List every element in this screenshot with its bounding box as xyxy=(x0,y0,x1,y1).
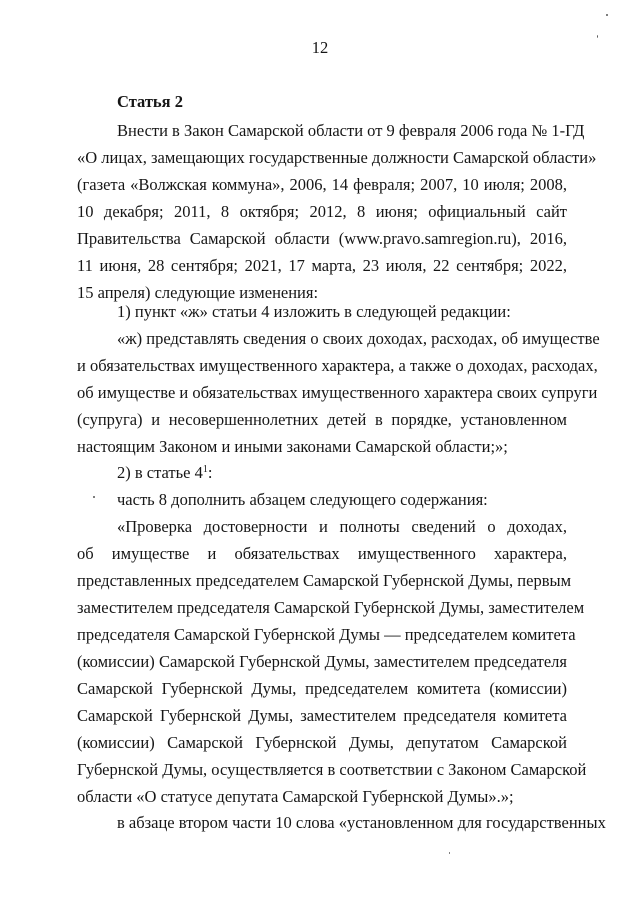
text-line: об имуществе и обязательствах имущественного характера, xyxy=(77,544,567,563)
text-line: «Проверка достоверности и полноты сведений о доходах, xyxy=(117,517,567,536)
text-line-article-ref xyxy=(117,463,567,483)
text-line: «ж) представлять сведения о своих доходах, расходах, об имуществе xyxy=(117,329,600,348)
text-line: в абзаце втором части 10 слова «установленном для государственных xyxy=(117,813,606,832)
text-line: Самарской Губернской Думы, председателем комитета (комиссии) xyxy=(77,679,567,698)
text-line: Правительства Самарской области (www.pravo.samregion.ru), 2016, xyxy=(77,229,567,248)
scan-speck xyxy=(597,35,598,38)
text-line: области «О статусе депутата Самарской Губернской Думы».»; xyxy=(77,787,514,806)
text-line: (газета «Волжская коммуна», 2006, 14 февраля; 2007, 10 июля; 2008, xyxy=(77,175,567,194)
text-line: (комиссии) Самарской Губернской Думы, депутатом Самарской xyxy=(77,733,567,752)
scan-speck xyxy=(606,14,608,16)
text-line: (супруга) и несовершеннолетних детей в порядке, установленном xyxy=(77,410,567,429)
text-line: заместителем председателя Самарской Губернской Думы, заместителем xyxy=(77,598,585,617)
text-line: (комиссии) Самарской Губернской Думы, заместителем председателя xyxy=(77,652,567,671)
text-line: Самарской Губернской Думы, заместителем председателя комитета xyxy=(77,706,567,725)
article-heading: Статья 2 xyxy=(117,92,183,111)
text-line: 1) пункт «ж» статьи 4 изложить в следующей редакции: xyxy=(117,302,511,321)
text-line: часть 8 дополнить абзацем следующего содержания: xyxy=(117,490,488,509)
text-line: «О лицах, замещающих государственные должности Самарской области» xyxy=(77,148,597,167)
text-line-suffix: : xyxy=(207,463,213,482)
text-line: Внести в Закон Самарской области от 9 февраля 2006 года № 1-ГД xyxy=(117,121,585,140)
text-line: представленных председателем Самарской Губернской Думы, первым xyxy=(77,571,572,590)
page-number: 12 xyxy=(311,38,329,57)
text-line: Губернской Думы, осуществляется в соответствии с Законом Самарской xyxy=(77,760,587,779)
superscript: 1 xyxy=(202,464,208,475)
text-line-main: 2) в статье 4 xyxy=(117,463,203,482)
text-line: об имуществе и обязательствах имущественного характера своих супруги xyxy=(77,383,598,402)
text-line: председателя Самарской Губернской Думы — председателем комитета xyxy=(77,625,576,644)
text-line: 15 апреля) следующие изменения: xyxy=(77,283,319,302)
scan-speck xyxy=(449,852,450,854)
text-line: 11 июня, 28 сентября; 2021, 17 марта, 23 июля, 22 сентября; 2022, xyxy=(77,256,567,275)
text-line: настоящим Законом и иными законами Самарской области;»; xyxy=(77,437,508,456)
text-line: 10 декабря; 2011, 8 октября; 2012, 8 июня; официальный сайт xyxy=(77,202,567,221)
scan-speck xyxy=(93,496,95,498)
text-line: и обязательствах имущественного характера, а также о доходах, расходах, xyxy=(77,356,598,375)
